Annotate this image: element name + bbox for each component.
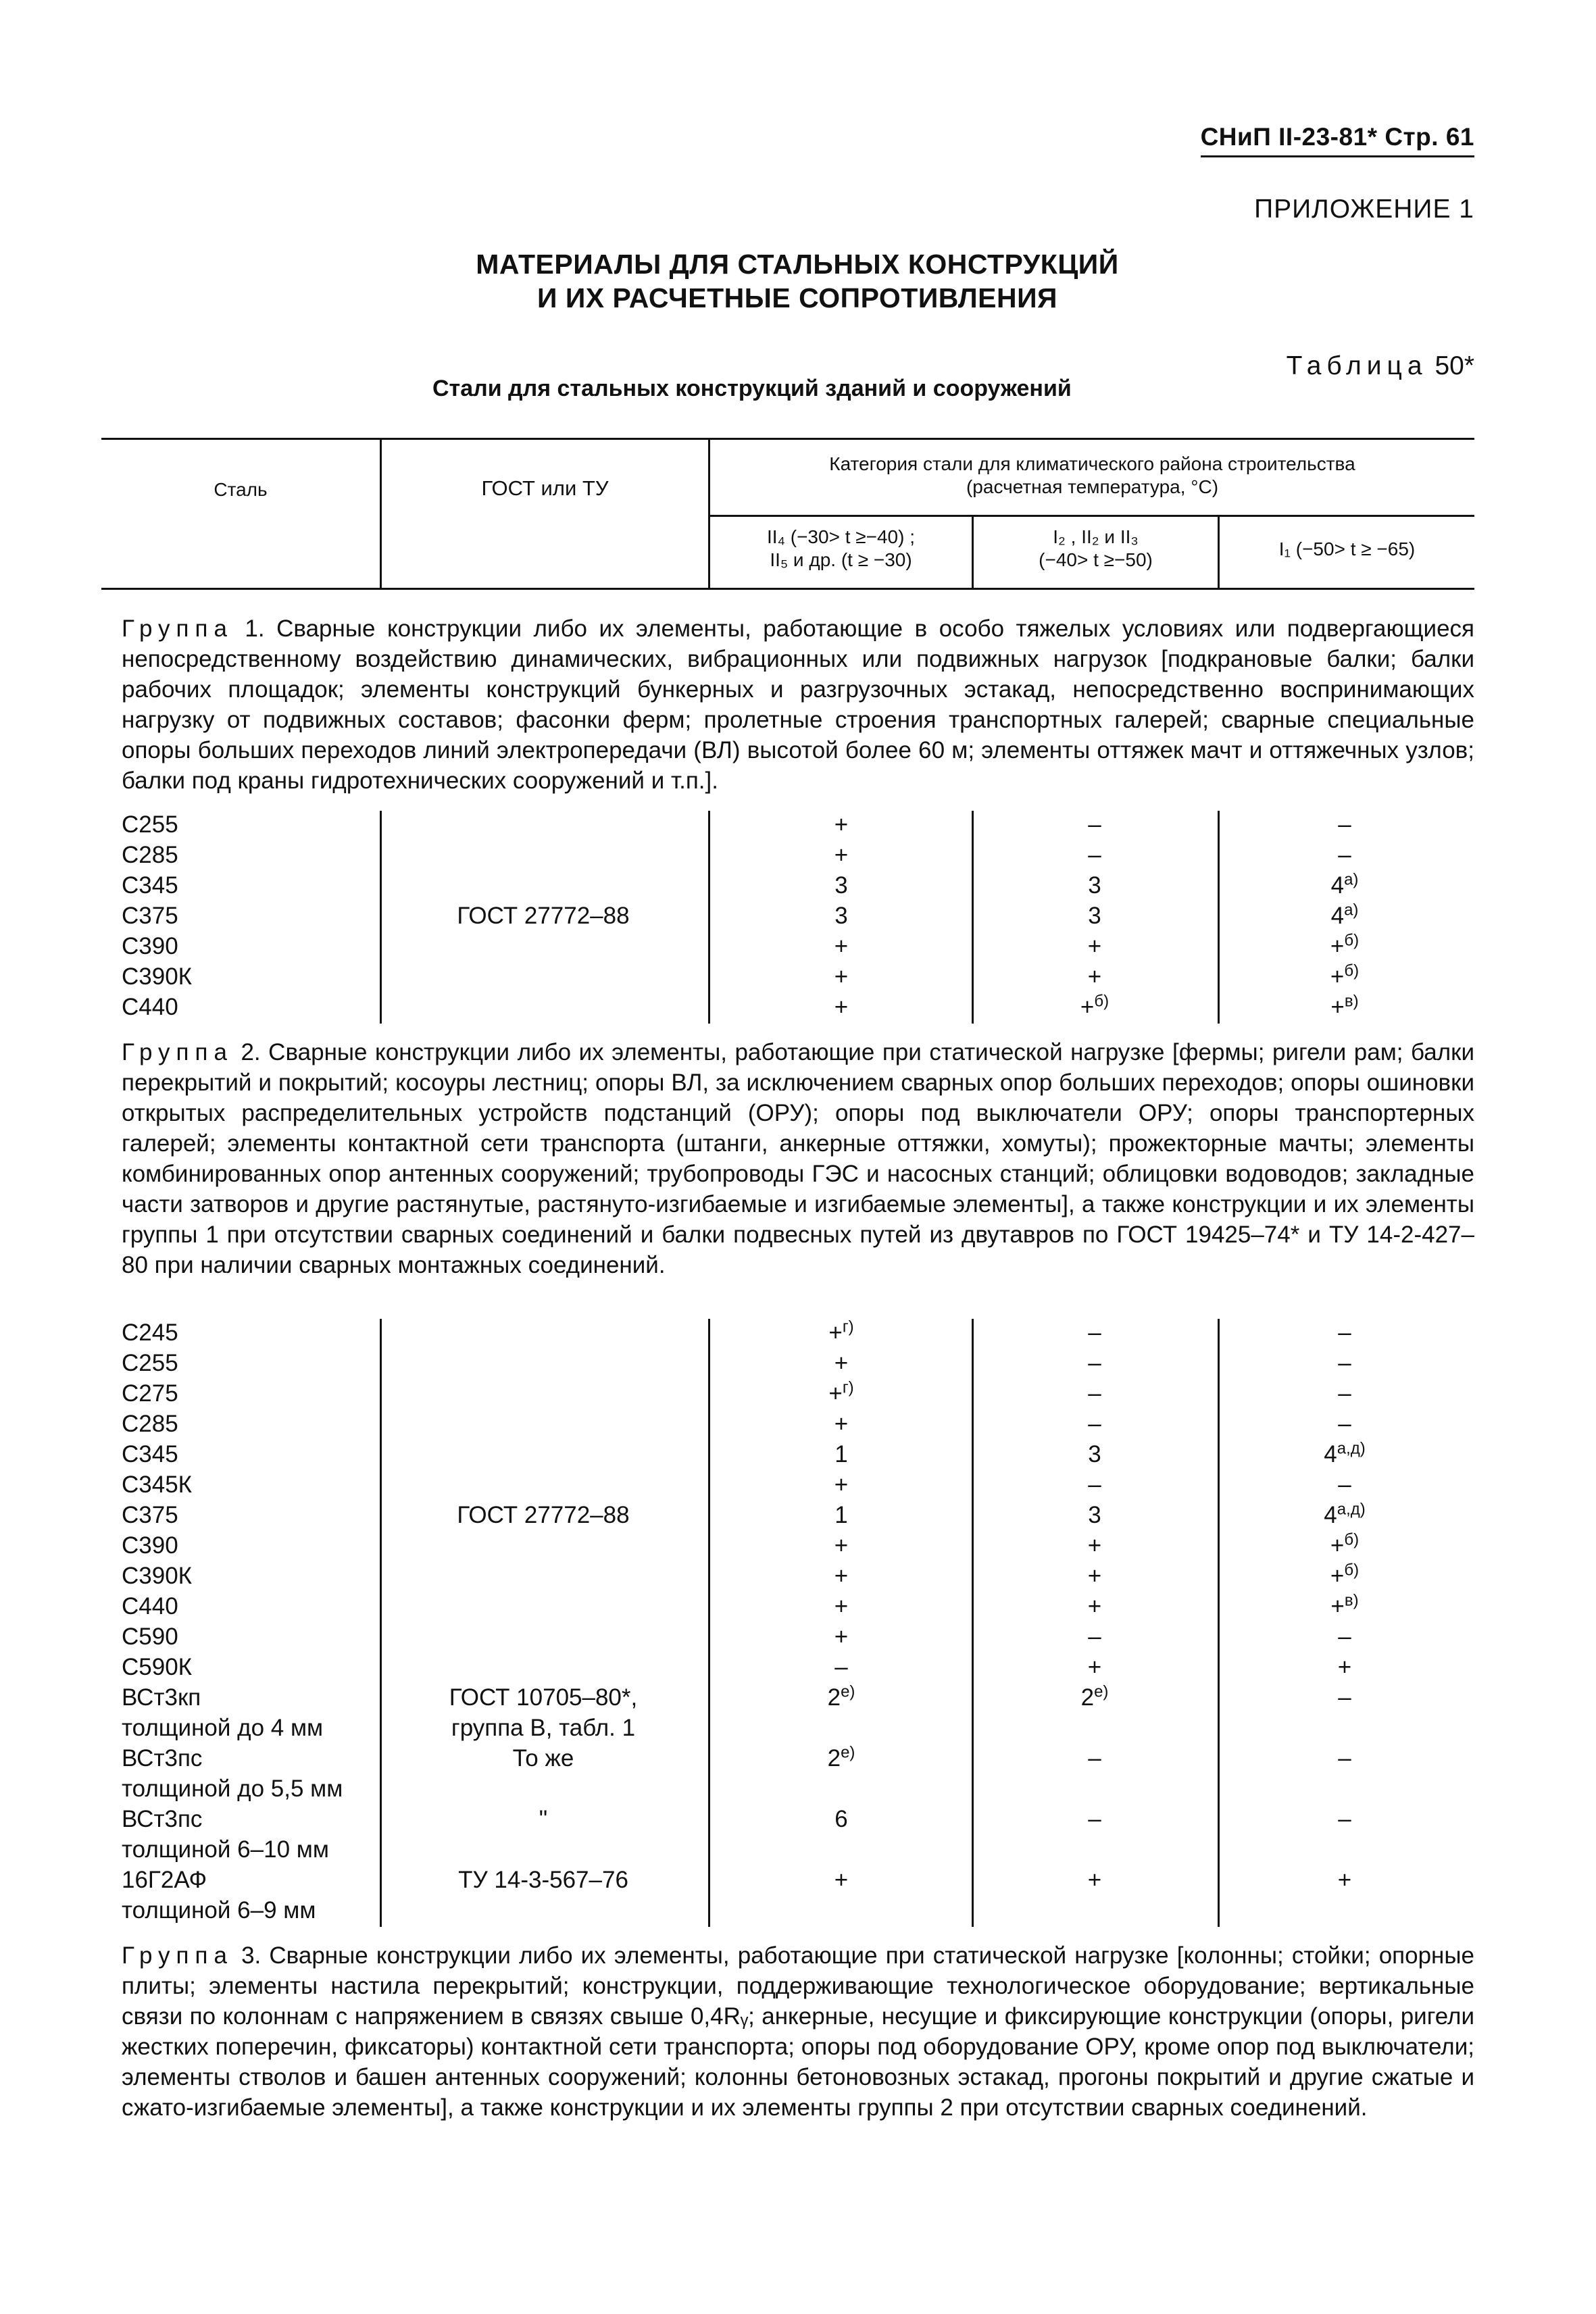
cell-value: + — [834, 1411, 849, 1437]
footnote-mark: а) — [1344, 901, 1359, 920]
table-row — [0, 1530, 1596, 1561]
cell-value: С440 — [122, 1593, 178, 1619]
group-text: 2. Сварные конструкции либо их элементы, работающие при статической нагрузке [фермы; ригели рам; балки перекрытий и покрытий; косоуры лестниц; опоры ВЛ, за исключением сварных опор больших переходов; опоры ошиновки открытых распределительных устройств подстанций (ОРУ); опоры под выключатели ОРУ; опоры транспортерных галерей; элементы контактной сети транспорта (штанги, анкерные оттяжки, хомуты); прожекторные мачты; элементы комбинированных опор антенных сооружений; трубопроводы ГЭС и насосных станций; облицовки водоводов; закладные части затворов и другие растянутые, растянуто-изгибаемые и изгибаемые элементы], а также конструкции и их элементы группы 1 при отсутствии сварных соединений и балки подвесных путей из двутавров по ГОСТ 19425–74* и ТУ 14-2-427–80 при наличии сварных монтажных соединений. — [122, 1039, 1474, 1278]
category-3-cell — [1223, 901, 1466, 931]
cell-value: 2 — [1080, 1684, 1095, 1711]
category-1-cell — [709, 1804, 973, 1834]
category-2-cell — [973, 840, 1216, 870]
category-2-cell — [973, 1409, 1216, 1439]
cell-value: – — [1338, 1624, 1351, 1650]
cell-value: 16Г2АФ — [122, 1867, 207, 1893]
cell-value: 4 — [1330, 872, 1345, 899]
group-label: Группа — [122, 1942, 233, 1969]
category-2-cell — [973, 1561, 1216, 1591]
table-row — [0, 1439, 1596, 1469]
cell-value: С390 — [122, 1532, 178, 1559]
steel-grade — [122, 1865, 207, 1895]
category-1-cell — [709, 1682, 973, 1713]
cell-value: ВСт3пс — [122, 1806, 203, 1832]
table-row — [0, 901, 1596, 931]
steel-grade — [122, 1743, 202, 1774]
group-1-rows — [0, 809, 1596, 1026]
column-divider — [380, 811, 382, 1024]
header-sub-1-line-2: II₅ и др. (t ≥ −30) — [770, 549, 912, 570]
table-row — [0, 1774, 1596, 1804]
cell-value: – — [1338, 1472, 1351, 1498]
cell-value: + — [834, 1532, 849, 1559]
cell-value: + — [1087, 1867, 1102, 1893]
column-divider — [708, 1319, 710, 1927]
footnote-mark: г) — [842, 1317, 854, 1336]
cell-value: – — [1338, 1745, 1351, 1771]
category-1-cell — [709, 961, 973, 992]
cell-value: ТУ 14-3-567–76 — [458, 1867, 628, 1893]
document-reference: СНиП II-23-81* Стр. 61 — [1201, 123, 1474, 157]
steel-grade — [122, 1378, 178, 1409]
table-row — [0, 1348, 1596, 1378]
category-3-cell — [1223, 1621, 1466, 1652]
category-3-cell — [1223, 840, 1466, 870]
category-1-cell — [709, 1561, 973, 1591]
cell-value: – — [1088, 1350, 1101, 1376]
steel-grade — [122, 961, 192, 992]
category-3-cell — [1223, 992, 1466, 1022]
category-1-cell — [709, 1621, 973, 1652]
steel-grade — [122, 1591, 178, 1621]
footnote-mark: а,д) — [1337, 1439, 1366, 1458]
group-1-description — [122, 613, 1474, 796]
cell-value: – — [1338, 1319, 1351, 1346]
cell-value: – — [1338, 1684, 1351, 1711]
steel-grade — [122, 840, 178, 870]
table-row — [0, 1561, 1596, 1591]
table-row — [0, 931, 1596, 961]
category-1-cell — [709, 1500, 973, 1530]
cell-value: С285 — [122, 1411, 178, 1437]
category-3-cell — [1223, 1561, 1466, 1591]
cell-value: + — [1087, 963, 1102, 990]
cell-value: С255 — [122, 1350, 178, 1376]
category-2-cell — [973, 961, 1216, 992]
cell-value: + — [1330, 1532, 1345, 1559]
steel-grade — [122, 1530, 178, 1561]
category-3-cell — [1223, 1500, 1466, 1530]
cell-value: 4 — [1330, 903, 1345, 929]
footnote-mark: б) — [1344, 931, 1360, 950]
cell-value: – — [1338, 811, 1351, 838]
category-3-cell — [1223, 1804, 1466, 1834]
footnote-mark: б) — [1094, 992, 1109, 1011]
table-row — [0, 1317, 1596, 1348]
footnote-mark: а) — [1344, 870, 1359, 889]
column-divider — [1218, 811, 1220, 1024]
table-row — [0, 1743, 1596, 1774]
footnote-mark: б) — [1344, 961, 1360, 980]
category-2-cell — [973, 1621, 1216, 1652]
category-3-cell — [1223, 961, 1466, 992]
category-1-cell — [709, 1652, 973, 1682]
steel-grade — [122, 1621, 178, 1652]
table-row — [0, 1652, 1596, 1682]
header-mid-rule — [709, 515, 1474, 517]
table-number-value: 50* — [1435, 351, 1474, 380]
cell-value: + — [1087, 1532, 1102, 1559]
steel-grade — [122, 1439, 178, 1469]
category-3-cell — [1223, 1652, 1466, 1682]
steel-grade — [122, 1500, 178, 1530]
steel-grade — [122, 1317, 178, 1348]
table-subtitle: Стали для стальных конструкций зданий и сооружений — [432, 376, 1072, 401]
category-2-cell — [973, 1500, 1216, 1530]
cell-value: + — [834, 811, 849, 838]
footnote-mark: г) — [842, 1378, 854, 1397]
steel-grade — [122, 1682, 201, 1713]
table-row — [0, 1591, 1596, 1621]
table-row — [0, 840, 1596, 870]
group-1-gost: ГОСТ 27772–88 — [457, 903, 630, 929]
category-3-cell — [1223, 1439, 1466, 1469]
cell-value: + — [1330, 994, 1345, 1020]
category-2-cell — [973, 1804, 1216, 1834]
category-2-cell — [973, 901, 1216, 931]
steel-grade — [122, 809, 178, 840]
cell-value: С440 — [122, 994, 178, 1020]
column-divider — [708, 811, 710, 1024]
cell-value: С345К — [122, 1472, 193, 1498]
steel-grade — [122, 1804, 202, 1834]
title-line-1: МАТЕРИАЛЫ ДЛЯ СТАЛЬНЫХ КОНСТРУКЦИЙ — [476, 249, 1119, 280]
column-divider — [380, 1319, 382, 1927]
category-1-cell — [709, 1530, 973, 1561]
cell-value: – — [1088, 842, 1101, 868]
gost-cell — [381, 1804, 705, 1834]
cell-value: + — [1080, 994, 1095, 1020]
cell-value: толщиной до 4 мм — [122, 1715, 324, 1741]
cell-value: 3 — [1088, 1441, 1101, 1467]
steel-grade — [122, 1774, 343, 1804]
cell-value: – — [1338, 1411, 1351, 1437]
table-row — [0, 1378, 1596, 1409]
cell-value: 1 — [834, 1502, 848, 1528]
table-row — [0, 1895, 1596, 1926]
cell-value: С345 — [122, 1441, 178, 1467]
category-3-cell — [1223, 1348, 1466, 1378]
category-3-cell — [1223, 809, 1466, 840]
category-1-cell — [709, 1378, 973, 1409]
column-divider — [972, 1319, 974, 1927]
cell-value: С390К — [122, 1563, 193, 1589]
header-sub-3: I₁ (−50> t ≥ −65) — [1278, 538, 1416, 559]
category-3-cell — [1223, 1591, 1466, 1621]
gost-cell — [381, 1682, 705, 1713]
footnote-mark: б) — [1344, 1561, 1360, 1580]
category-1-cell — [709, 1743, 973, 1774]
cell-value: С375 — [122, 903, 178, 929]
table-row — [0, 1865, 1596, 1895]
cell-value: + — [1087, 1593, 1102, 1619]
category-3-cell — [1223, 1469, 1466, 1500]
category-2-cell — [973, 1469, 1216, 1500]
footnote-mark: в) — [1344, 992, 1359, 1011]
cell-value: С285 — [122, 842, 178, 868]
cell-value: – — [1088, 1745, 1101, 1771]
table-row — [0, 809, 1596, 840]
cell-value: + — [1087, 1654, 1102, 1680]
cell-value: 2 — [827, 1745, 841, 1771]
group-text: 1. Сварные конструкции либо их элементы, работающие в особо тяжелых условиях или подвергающиеся непосредственному воздействию динамических, вибрационных или подвижных нагрузок [подкрановые балки; балки рабочих площадок; элементы конструкций бункерных и разгрузочных эстакад, непосредственно воспринимающих нагрузку от подвижных составов; фасонки ферм; пролетные строения транспортных галерей; сварные специальные опоры больших переходов линий электропередачи (ВЛ) высотой более 60 м; элементы оттяжек мачт и оттяжечных узлов; балки под краны гидротехнических сооружений и т.п.]. — [122, 615, 1474, 794]
cell-value: + — [1330, 1593, 1345, 1619]
cell-value: С255 — [122, 811, 178, 838]
cell-value: + — [1330, 1563, 1345, 1589]
cell-value: С375 — [122, 1502, 178, 1528]
cell-value: – — [1338, 1806, 1351, 1832]
category-2-cell — [973, 1530, 1216, 1561]
cell-value: – — [1088, 1411, 1101, 1437]
category-1-cell — [709, 1317, 973, 1348]
cell-value: толщиной 6–10 мм — [122, 1836, 329, 1863]
category-1-cell — [709, 1439, 973, 1469]
footnote-mark: е) — [1094, 1682, 1109, 1701]
appendix-label: ПРИЛОЖЕНИЕ 1 — [1254, 195, 1474, 224]
category-1-cell — [709, 870, 973, 901]
group-3-description — [122, 1940, 1474, 2123]
steel-grade — [122, 1348, 178, 1378]
cell-value: 4 — [1324, 1502, 1337, 1528]
category-2-cell — [973, 1591, 1216, 1621]
footnote-mark: в) — [1344, 1591, 1359, 1610]
steel-grade — [122, 1652, 192, 1682]
column-divider — [972, 811, 974, 1024]
category-2-cell — [973, 1682, 1216, 1713]
cell-value: + — [1337, 1867, 1352, 1893]
steel-grade — [122, 1895, 316, 1926]
cell-value: – — [1338, 1380, 1351, 1407]
header-top-rule — [101, 438, 1474, 440]
cell-value: + — [1087, 1563, 1102, 1589]
header-steel: Сталь — [214, 479, 268, 500]
cell-value: толщиной до 5,5 мм — [122, 1776, 343, 1802]
cell-value: + — [834, 1472, 849, 1498]
cell-value: + — [834, 963, 849, 990]
category-1-cell — [709, 901, 973, 931]
category-3-cell — [1223, 870, 1466, 901]
cell-value: – — [1088, 1380, 1101, 1407]
header-sub-2-line-2: (−40> t ≥−50) — [1039, 549, 1153, 570]
cell-value: – — [1088, 1319, 1101, 1346]
group-2-rows — [0, 1317, 1596, 1926]
category-1-cell — [709, 1591, 973, 1621]
header-bottom-rule — [101, 588, 1474, 590]
cell-value: С390 — [122, 933, 178, 959]
header-category — [710, 453, 1474, 499]
category-3-cell — [1223, 1743, 1466, 1774]
steel-grade — [122, 992, 178, 1022]
cell-value: толщиной 6–9 мм — [122, 1897, 316, 1923]
category-2-cell — [973, 1317, 1216, 1348]
steel-grade — [122, 1409, 178, 1439]
steel-grade — [122, 1713, 323, 1743]
table-row — [0, 1500, 1596, 1530]
table-number — [1287, 351, 1474, 381]
category-3-cell — [1223, 1409, 1466, 1439]
category-1-cell — [709, 931, 973, 961]
category-2-cell — [973, 809, 1216, 840]
cell-value: – — [1088, 811, 1101, 838]
cell-value: С390К — [122, 963, 193, 990]
header-sub-1 — [710, 526, 972, 572]
category-1-cell — [709, 1348, 973, 1378]
footnote-mark: е) — [841, 1682, 855, 1701]
group-label: Группа — [122, 615, 233, 642]
cell-value: С345 — [122, 872, 178, 899]
cell-value: 4 — [1324, 1441, 1337, 1467]
cell-value: + — [1337, 1654, 1352, 1680]
cell-value: + — [1087, 933, 1102, 959]
table-row — [0, 1621, 1596, 1652]
category-2-cell — [973, 1865, 1216, 1895]
cell-value: – — [834, 1654, 848, 1680]
cell-value: 3 — [1088, 872, 1101, 899]
category-2-cell — [973, 931, 1216, 961]
cell-value: + — [834, 933, 849, 959]
category-2-cell — [973, 992, 1216, 1022]
table-row — [0, 1682, 1596, 1713]
cell-value: + — [834, 1593, 849, 1619]
cell-value: – — [1338, 842, 1351, 868]
steel-grade — [122, 931, 178, 961]
table-word: Таблица — [1286, 351, 1428, 380]
steel-grade — [122, 1561, 192, 1591]
steel-grade — [122, 1834, 329, 1865]
category-3-cell — [1223, 1378, 1466, 1409]
page-title — [378, 247, 1216, 315]
cell-value: С590 — [122, 1624, 178, 1650]
cell-value: + — [1330, 933, 1345, 959]
cell-value: 3 — [1088, 1502, 1101, 1528]
header-category-line-1: Категория стали для климатического района строительства — [829, 453, 1355, 474]
cell-value: 6 — [834, 1806, 848, 1832]
table-row — [0, 1804, 1596, 1834]
header-category-line-2: (расчетная температура, °С) — [966, 476, 1219, 497]
cell-value: 2 — [827, 1684, 841, 1711]
cell-value: + — [828, 1380, 843, 1407]
column-divider — [1218, 1319, 1220, 1927]
group-2-gost: ГОСТ 27772–88 — [457, 1502, 630, 1528]
table-row — [0, 1834, 1596, 1865]
category-2-cell — [973, 1378, 1216, 1409]
footnote-mark: а,д) — [1337, 1500, 1366, 1519]
table-row — [0, 992, 1596, 1022]
cell-value: – — [1088, 1624, 1101, 1650]
cell-value: + — [834, 994, 849, 1020]
steel-grade — [122, 1469, 192, 1500]
cell-value: – — [1338, 1350, 1351, 1376]
header-sub-1-line-1: II₄ (−30> t ≥−40) ; — [766, 526, 916, 547]
table-row — [0, 961, 1596, 992]
cell-value: + — [834, 1867, 849, 1893]
gost-cell — [381, 1865, 705, 1895]
table-row — [0, 870, 1596, 901]
cell-value: ВСт3пс — [122, 1745, 203, 1771]
header-sub-2 — [974, 526, 1218, 572]
cell-value: 1 — [834, 1441, 848, 1467]
cell-value: С245 — [122, 1319, 178, 1346]
category-1-cell — [709, 840, 973, 870]
cell-value: + — [1330, 963, 1345, 990]
cell-value: + — [834, 1563, 849, 1589]
category-2-cell — [973, 870, 1216, 901]
category-1-cell — [709, 1469, 973, 1500]
footnote-mark: б) — [1344, 1530, 1360, 1549]
category-1-cell — [709, 1865, 973, 1895]
header-gost: ГОСТ или ТУ — [481, 476, 609, 500]
category-3-cell — [1223, 1682, 1466, 1713]
category-3-cell — [1223, 931, 1466, 961]
footnote-mark: е) — [841, 1743, 855, 1762]
category-1-cell — [709, 992, 973, 1022]
cell-value: + — [834, 1350, 849, 1376]
table-row — [0, 1469, 1596, 1500]
category-3-cell — [1223, 1530, 1466, 1561]
category-2-cell — [973, 1652, 1216, 1682]
cell-value: " — [539, 1806, 548, 1832]
cell-value: – — [1088, 1806, 1101, 1832]
cell-value: С275 — [122, 1380, 178, 1407]
group-2-description — [122, 1037, 1474, 1280]
cell-value: + — [834, 842, 849, 868]
category-3-cell — [1223, 1317, 1466, 1348]
cell-value: группа В, табл. 1 — [451, 1715, 636, 1741]
table-row — [0, 1713, 1596, 1743]
cell-value: 3 — [834, 872, 848, 899]
cell-value: С590К — [122, 1654, 193, 1680]
category-3-cell — [1223, 1865, 1466, 1895]
category-2-cell — [973, 1743, 1216, 1774]
group-label: Группа — [122, 1039, 233, 1065]
steel-grade — [122, 870, 178, 901]
cell-value: То же — [512, 1745, 574, 1771]
category-1-cell — [709, 809, 973, 840]
cell-value: – — [1088, 1472, 1101, 1498]
cell-value: + — [828, 1319, 843, 1346]
gost-cell — [381, 1743, 705, 1774]
header-divider — [380, 438, 382, 590]
category-2-cell — [973, 1348, 1216, 1378]
cell-value: + — [834, 1624, 849, 1650]
steel-grade — [122, 901, 178, 931]
table-row — [0, 1409, 1596, 1439]
header-sub-2-line-1: I₂ , II₂ и II₃ — [1053, 526, 1139, 547]
cell-value: 3 — [1088, 903, 1101, 929]
category-1-cell — [709, 1409, 973, 1439]
title-line-2: И ИХ РАСЧЕТНЫЕ СОПРОТИВЛЕНИЯ — [537, 282, 1058, 313]
cell-value: ВСт3кп — [122, 1684, 201, 1711]
group-text: 3. Сварные конструкции либо их элементы, работающие при статической нагрузке [колонны; стойки; опорные плиты; элементы настила перекрытий; конструкции, поддерживающие технологическое оборудование; вертикальные связи по колоннам с напряжением в связях свыше 0,4Rᵧ; анкерные, несущие и фиксирующие конструкции (опоры, ригели жестких поперечин, фиксаторы) контактной сети транспорта; опоры под оборудование ОРУ, кроме опор под выключатели; элементы стволов и башен антенных сооружений; колонны бетоновозных эстакад, прогоны покрытий и другие сжатые и сжато-изгибаемые элементы], а также конструкции и их элементы группы 2 при отсутствии сварных соединений. — [122, 1942, 1474, 2121]
gost-cell — [381, 1713, 705, 1743]
cell-value: ГОСТ 10705–80*, — [449, 1684, 638, 1711]
category-2-cell — [973, 1439, 1216, 1469]
cell-value: 3 — [834, 903, 848, 929]
